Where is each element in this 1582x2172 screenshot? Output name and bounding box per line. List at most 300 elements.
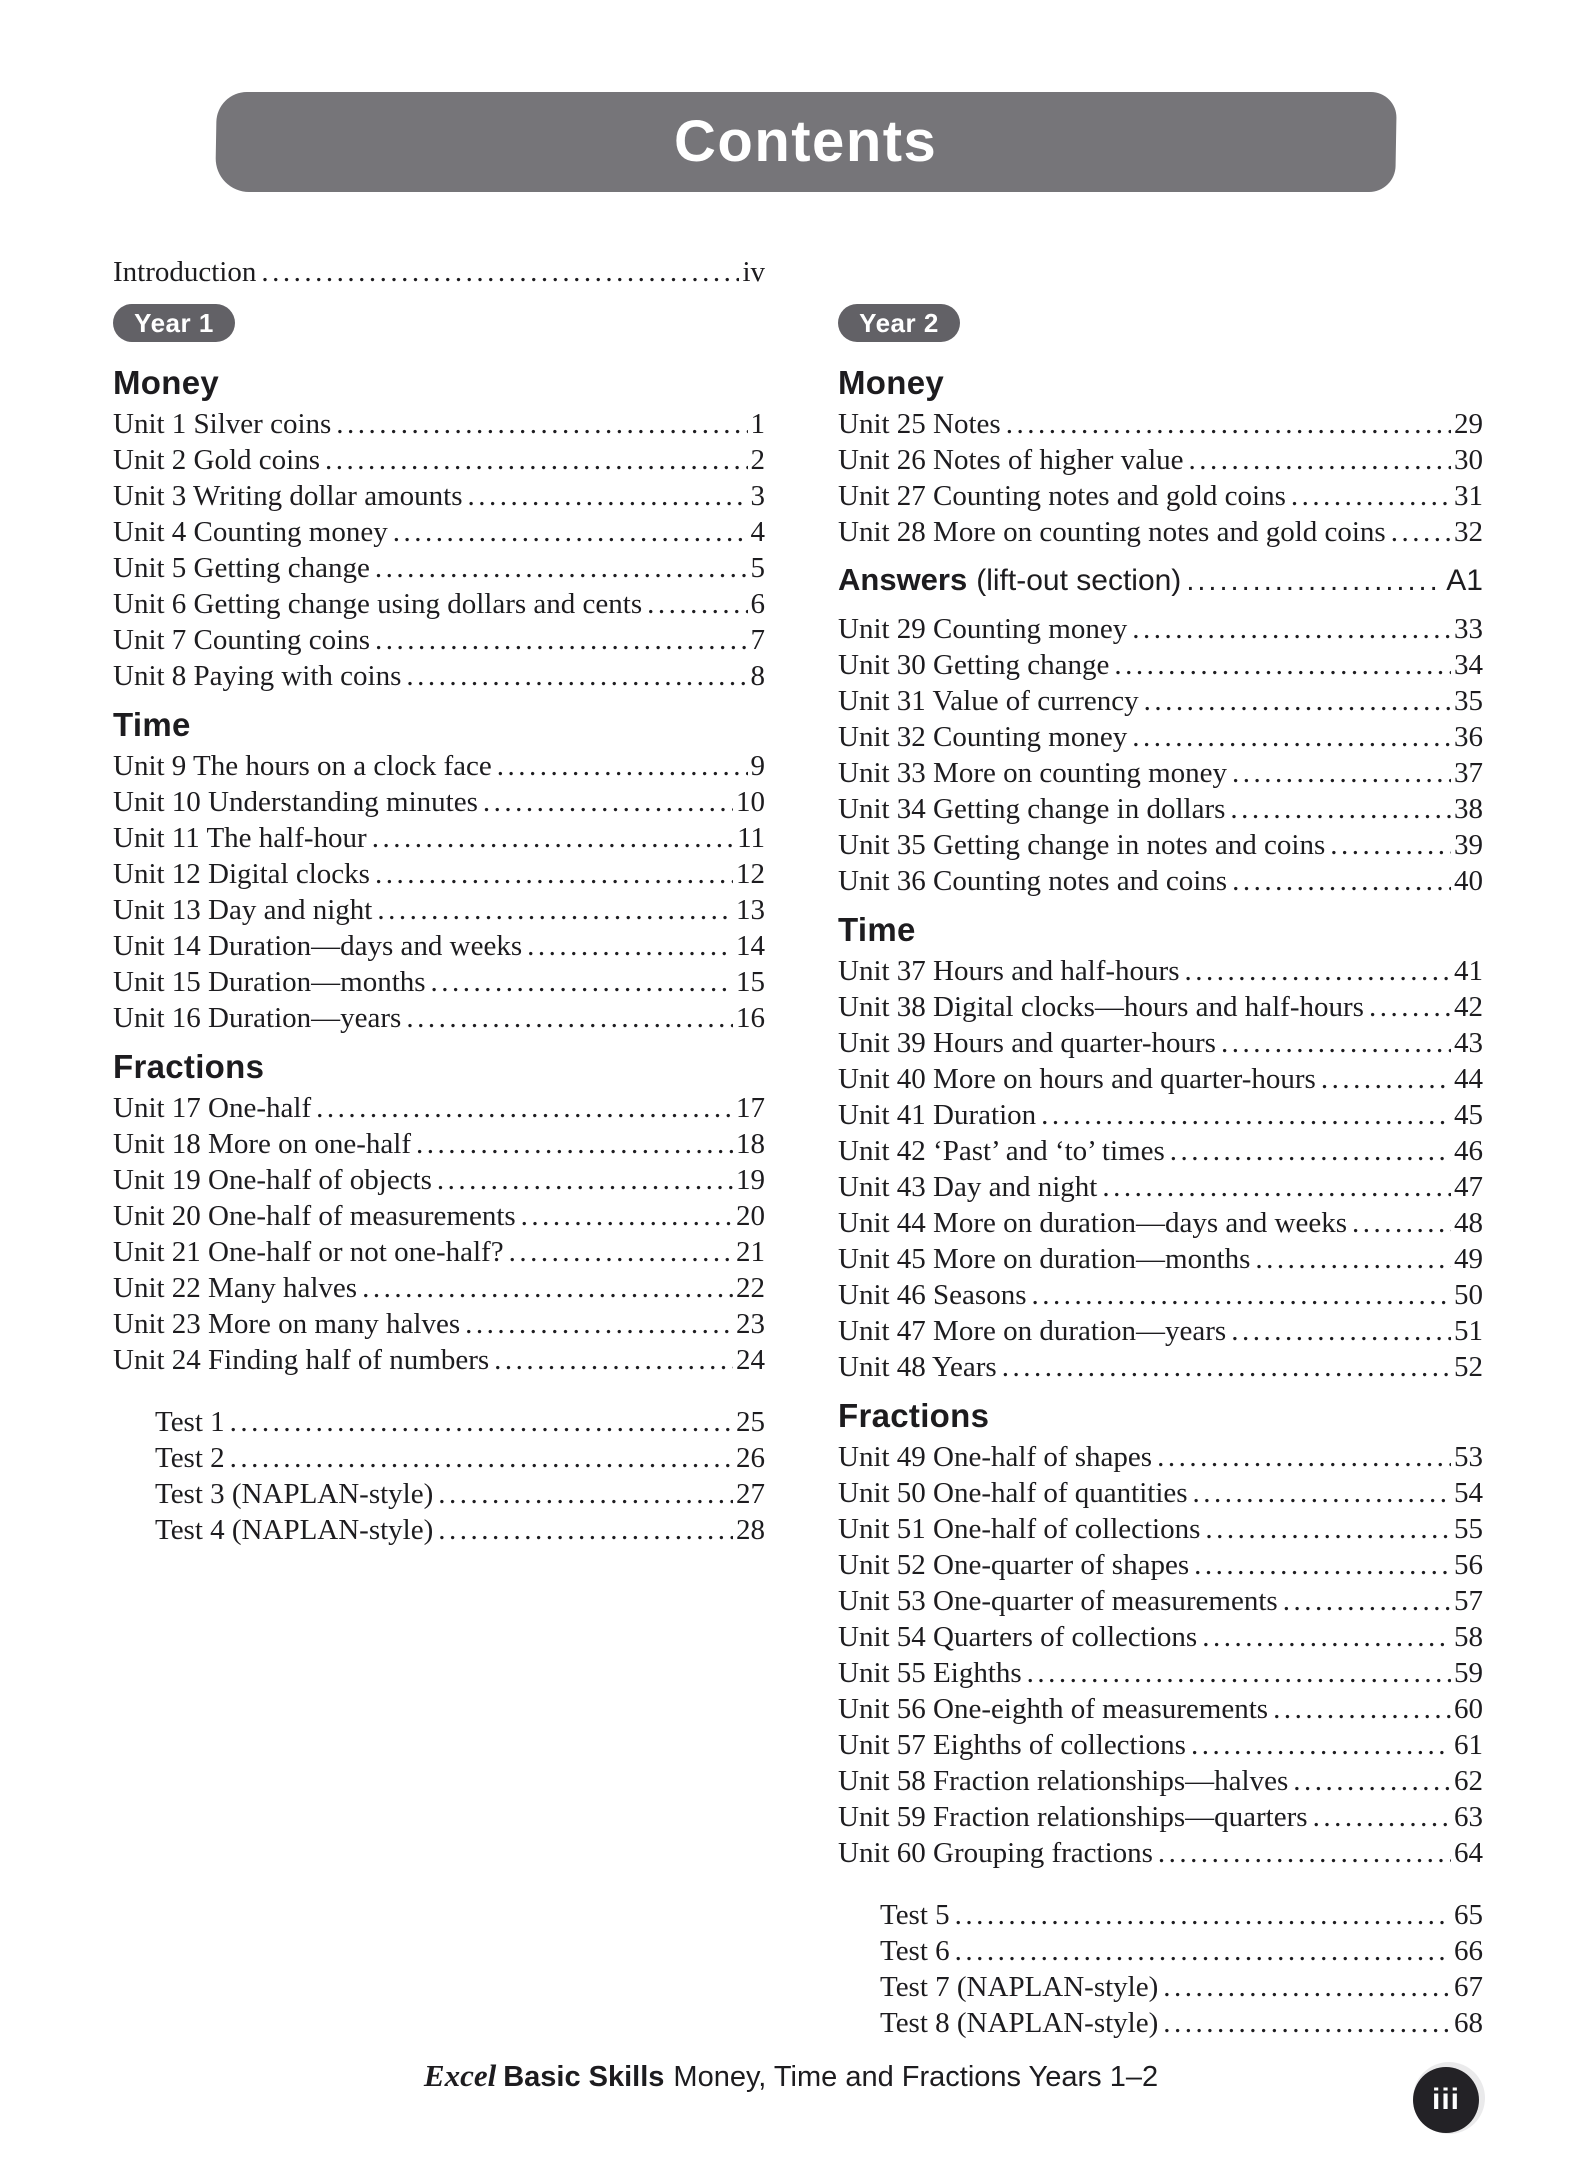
toc-entry-label: Unit 15 Duration—months bbox=[113, 966, 426, 998]
footer-brand-basic-skills: Basic Skills bbox=[503, 2061, 665, 2093]
toc-unit-entry bbox=[113, 622, 765, 658]
toc-entry-page: 55 bbox=[1454, 1513, 1483, 1545]
dot-leader bbox=[1144, 683, 1451, 719]
dot-leader bbox=[1102, 1169, 1451, 1205]
toc-entry-page: 24 bbox=[736, 1344, 765, 1376]
toc-entry-label: Unit 22 Many halves bbox=[113, 1272, 358, 1304]
toc-unit-entry bbox=[838, 1727, 1483, 1763]
toc-unit-entry bbox=[838, 1799, 1483, 1835]
toc-entry-page: 50 bbox=[1454, 1279, 1483, 1311]
footer-title bbox=[0, 2058, 1582, 2095]
toc-unit-entry bbox=[838, 1547, 1483, 1583]
toc-unit-entry bbox=[113, 1162, 765, 1198]
toc-test-entry bbox=[838, 1897, 1483, 1933]
toc-unit-entry bbox=[838, 514, 1483, 550]
toc-entry-label: Unit 35 Getting change in notes and coins bbox=[838, 829, 1326, 861]
dot-leader bbox=[1330, 827, 1451, 863]
answers-title: Answers bbox=[838, 562, 968, 597]
dot-leader bbox=[465, 1306, 733, 1342]
dot-leader bbox=[406, 658, 747, 694]
toc-entry-label: Unit 41 Duration bbox=[838, 1099, 1037, 1131]
dot-leader bbox=[1221, 1025, 1451, 1061]
toc-entry-page: 35 bbox=[1454, 685, 1483, 717]
toc-unit-entry bbox=[838, 953, 1483, 989]
toc-unit-entry bbox=[838, 1205, 1483, 1241]
dot-leader bbox=[1321, 1061, 1451, 1097]
dot-leader bbox=[1163, 1969, 1451, 2005]
toc-entry-label: Unit 2 Gold coins bbox=[113, 444, 321, 476]
dot-leader bbox=[1255, 1241, 1451, 1277]
toc-entry-label: Unit 24 Finding half of numbers bbox=[113, 1344, 490, 1376]
toc-unit-entry bbox=[838, 1349, 1483, 1385]
toc-entry-label: Unit 60 Grouping fractions bbox=[838, 1837, 1153, 1869]
toc-entry-label: Unit 59 Fraction relationships—quarters bbox=[838, 1801, 1308, 1833]
dot-leader bbox=[1273, 1691, 1451, 1727]
toc-unit-entry bbox=[838, 478, 1483, 514]
toc-unit-entry bbox=[838, 1025, 1483, 1061]
toc-entry-label: Unit 48 Years bbox=[838, 1351, 997, 1383]
dot-leader bbox=[955, 1897, 1451, 1933]
dot-leader bbox=[1232, 755, 1451, 791]
toc-entry-page: 56 bbox=[1454, 1549, 1483, 1581]
toc-entry-label: Unit 38 Digital clocks—hours and half-hours bbox=[838, 991, 1364, 1023]
dot-leader bbox=[1027, 1655, 1451, 1691]
dot-leader bbox=[1041, 1097, 1451, 1133]
toc-unit-entry bbox=[113, 1234, 765, 1270]
toc-unit-entry bbox=[838, 442, 1483, 478]
toc-entry-label: Test 6 bbox=[880, 1935, 950, 1967]
toc-entry-page: 15 bbox=[736, 966, 765, 998]
footer-brand-excel: Excel bbox=[423, 2058, 497, 2093]
dot-leader bbox=[336, 406, 747, 442]
dot-leader bbox=[416, 1126, 733, 1162]
toc-test-entry bbox=[113, 1476, 765, 1512]
toc-unit-entry bbox=[838, 1835, 1483, 1871]
toc-entry-label: Unit 43 Day and night bbox=[838, 1171, 1098, 1203]
dot-leader bbox=[1114, 647, 1451, 683]
toc-unit-entry bbox=[838, 1619, 1483, 1655]
contents-banner bbox=[215, 92, 1397, 192]
toc-unit-entry bbox=[113, 856, 765, 892]
toc-entry-page: 2 bbox=[750, 444, 765, 476]
toc-entry-page: 7 bbox=[750, 624, 765, 656]
section-heading: Time bbox=[838, 911, 916, 948]
dot-leader bbox=[1194, 1547, 1451, 1583]
dot-leader bbox=[1291, 478, 1451, 514]
toc-entry-label: Unit 33 More on counting money bbox=[838, 757, 1228, 789]
toc-entry-page: 64 bbox=[1454, 1837, 1483, 1869]
toc-entry-label: Unit 55 Eighths bbox=[838, 1657, 1022, 1689]
toc-unit-entry bbox=[113, 442, 765, 478]
dot-leader bbox=[1231, 1313, 1451, 1349]
answers-label bbox=[838, 562, 1181, 599]
toc-entry-page: 66 bbox=[1454, 1935, 1483, 1967]
toc-unit-entry bbox=[113, 1126, 765, 1162]
dot-leader bbox=[1006, 406, 1451, 442]
toc-entry-page: 3 bbox=[750, 480, 765, 512]
toc-entry-label: Test 1 bbox=[155, 1406, 225, 1438]
toc-entry-page: 30 bbox=[1454, 444, 1483, 476]
dot-leader bbox=[406, 1000, 733, 1036]
toc-entry-label: Unit 17 One-half bbox=[113, 1092, 312, 1124]
toc-entry-page: 26 bbox=[736, 1442, 765, 1474]
toc-entry-label: Unit 45 More on duration—months bbox=[838, 1243, 1251, 1275]
toc-entry-page: 18 bbox=[736, 1128, 765, 1160]
toc-unit-entry bbox=[838, 1061, 1483, 1097]
dot-leader bbox=[316, 1090, 733, 1126]
toc-entry-page: 44 bbox=[1454, 1063, 1483, 1095]
toc-columns bbox=[113, 304, 1582, 2041]
toc-entry-page: 43 bbox=[1454, 1027, 1483, 1059]
toc-unit-entry bbox=[838, 683, 1483, 719]
dot-leader bbox=[521, 1198, 733, 1234]
toc-entry-label: Unit 23 More on many halves bbox=[113, 1308, 461, 1340]
toc-entry-page: 36 bbox=[1454, 721, 1483, 753]
dot-leader bbox=[1132, 719, 1451, 755]
toc-unit-entry bbox=[838, 1241, 1483, 1277]
introduction-entry bbox=[113, 254, 765, 290]
toc-unit-entry bbox=[113, 1198, 765, 1234]
toc-entry-label: Unit 58 Fraction relationships—halves bbox=[838, 1765, 1289, 1797]
toc-entry-page: 60 bbox=[1454, 1693, 1483, 1725]
toc-entry-label: Unit 5 Getting change bbox=[113, 552, 370, 584]
toc-unit-entry bbox=[838, 791, 1483, 827]
toc-unit-entry bbox=[838, 719, 1483, 755]
dot-leader bbox=[1191, 1727, 1451, 1763]
toc-unit-entry bbox=[838, 1763, 1483, 1799]
dot-leader bbox=[1186, 563, 1443, 599]
toc-unit-entry bbox=[113, 586, 765, 622]
dot-leader bbox=[438, 1476, 733, 1512]
toc-entry-label: Unit 4 Counting money bbox=[113, 516, 388, 548]
toc-entry-page: 57 bbox=[1454, 1585, 1483, 1617]
toc-entry-page: 48 bbox=[1454, 1207, 1483, 1239]
dot-leader bbox=[1391, 514, 1451, 550]
section-heading: Time bbox=[113, 706, 191, 743]
dot-leader bbox=[1185, 953, 1451, 989]
toc-entry-page: 49 bbox=[1454, 1243, 1483, 1275]
toc-unit-entry bbox=[838, 989, 1483, 1025]
toc-unit-entry bbox=[113, 1090, 765, 1126]
toc-entry-label: Unit 30 Getting change bbox=[838, 649, 1110, 681]
toc-unit-entry bbox=[113, 478, 765, 514]
toc-unit-entry bbox=[113, 928, 765, 964]
dot-leader bbox=[1002, 1349, 1451, 1385]
dot-leader bbox=[372, 820, 734, 856]
toc-entry-page: 51 bbox=[1454, 1315, 1483, 1347]
page-number: iii bbox=[1431, 2083, 1460, 2116]
toc-entry-page: 12 bbox=[736, 858, 765, 890]
year-badge-label: Year 1 bbox=[134, 308, 214, 338]
toc-entry-page: A1 bbox=[1446, 564, 1483, 597]
dot-leader bbox=[1193, 1475, 1451, 1511]
dot-leader bbox=[375, 550, 748, 586]
dot-leader bbox=[1132, 611, 1451, 647]
toc-entry-page: 47 bbox=[1454, 1171, 1483, 1203]
toc-unit-entry bbox=[113, 1270, 765, 1306]
block-gap bbox=[113, 1378, 765, 1404]
dot-leader bbox=[1369, 989, 1451, 1025]
toc-unit-entry bbox=[113, 1342, 765, 1378]
introduction-label: Introduction bbox=[113, 256, 257, 288]
toc-entry-page: 40 bbox=[1454, 865, 1483, 897]
toc-unit-entry bbox=[838, 1655, 1483, 1691]
toc-entry-label: Unit 47 More on duration—years bbox=[838, 1315, 1227, 1347]
dot-leader bbox=[362, 1270, 733, 1306]
toc-unit-entry bbox=[838, 827, 1483, 863]
toc-entry-page: 67 bbox=[1454, 1971, 1483, 2003]
toc-entry-label: Unit 8 Paying with coins bbox=[113, 660, 402, 692]
toc-entry-label: Unit 42 ‘Past’ and ‘to’ times bbox=[838, 1135, 1165, 1167]
toc-entry-page: 38 bbox=[1454, 793, 1483, 825]
toc-unit-entry bbox=[113, 1306, 765, 1342]
toc-unit-entry bbox=[838, 611, 1483, 647]
toc-entry-label: Unit 46 Seasons bbox=[838, 1279, 1027, 1311]
toc-entry-page: 28 bbox=[736, 1514, 765, 1546]
toc-unit-entry bbox=[838, 1475, 1483, 1511]
dot-leader bbox=[483, 784, 733, 820]
toc-entry-label: Unit 53 One-quarter of measurements bbox=[838, 1585, 1278, 1617]
toc-entry-page: 13 bbox=[736, 894, 765, 926]
dot-leader bbox=[1293, 1763, 1451, 1799]
dot-leader bbox=[1158, 1835, 1451, 1871]
toc-entry-label: Unit 14 Duration—days and weeks bbox=[113, 930, 523, 962]
toc-entry-page: 21 bbox=[736, 1236, 765, 1268]
toc-entry-page: 22 bbox=[736, 1272, 765, 1304]
introduction-page: iv bbox=[742, 256, 765, 288]
toc-unit-entry bbox=[113, 658, 765, 694]
toc-entry-label: Unit 20 One-half of measurements bbox=[113, 1200, 516, 1232]
dot-leader bbox=[1189, 442, 1451, 478]
page-number-badge bbox=[1413, 2067, 1479, 2133]
toc-entry-page: 14 bbox=[736, 930, 765, 962]
toc-entry-label: Unit 57 Eighths of collections bbox=[838, 1729, 1186, 1761]
toc-entry-label: Unit 25 Notes bbox=[838, 408, 1001, 440]
dot-leader bbox=[431, 964, 733, 1000]
toc-unit-entry bbox=[838, 1169, 1483, 1205]
dot-leader bbox=[1313, 1799, 1451, 1835]
toc-entry-label: Unit 9 The hours on a clock face bbox=[113, 750, 492, 782]
toc-entry-label: Unit 6 Getting change using dollars and cents bbox=[113, 588, 643, 620]
answers-note: (lift-out section) bbox=[976, 564, 1182, 597]
toc-entry-page: 31 bbox=[1454, 480, 1483, 512]
block-gap bbox=[838, 1871, 1483, 1897]
toc-entry-page: 41 bbox=[1454, 955, 1483, 987]
toc-unit-entry bbox=[838, 755, 1483, 791]
toc-entry-label: Unit 12 Digital clocks bbox=[113, 858, 370, 890]
toc-test-entry bbox=[838, 2005, 1483, 2041]
page-title: Contents bbox=[674, 109, 938, 174]
toc-entry-label: Unit 50 One-half of quantities bbox=[838, 1477, 1188, 1509]
toc-entry-label: Unit 32 Counting money bbox=[838, 721, 1128, 753]
toc-entry-label: Unit 19 One-half of objects bbox=[113, 1164, 432, 1196]
toc-entry-page: 34 bbox=[1454, 649, 1483, 681]
toc-unit-entry bbox=[838, 1439, 1483, 1475]
dot-leader bbox=[1283, 1583, 1451, 1619]
toc-entry-page: 29 bbox=[1454, 408, 1483, 440]
toc-unit-entry bbox=[113, 1000, 765, 1036]
toc-unit-entry bbox=[113, 784, 765, 820]
toc-entry-page: 4 bbox=[750, 516, 765, 548]
toc-entry-page: 9 bbox=[750, 750, 765, 782]
toc-entry-label: Unit 51 One-half of collections bbox=[838, 1513, 1201, 1545]
toc-entry-label: Unit 34 Getting change in dollars bbox=[838, 793, 1226, 825]
toc-entry-label: Test 3 (NAPLAN-style) bbox=[155, 1478, 434, 1510]
toc-unit-entry bbox=[113, 820, 765, 856]
dot-leader bbox=[494, 1342, 733, 1378]
toc-unit-entry bbox=[838, 406, 1483, 442]
dot-leader bbox=[1230, 791, 1451, 827]
toc-unit-entry bbox=[838, 1277, 1483, 1313]
toc-entry-label: Test 7 (NAPLAN-style) bbox=[880, 1971, 1159, 2003]
toc-entry-label: Unit 21 One-half or not one-half? bbox=[113, 1236, 504, 1268]
toc-test-entry bbox=[838, 1969, 1483, 2005]
toc-entry-page: 5 bbox=[750, 552, 765, 584]
toc-entry-page: 52 bbox=[1454, 1351, 1483, 1383]
toc-unit-entry bbox=[113, 406, 765, 442]
dot-leader bbox=[438, 1512, 733, 1548]
toc-unit-entry bbox=[838, 1097, 1483, 1133]
dot-leader bbox=[955, 1933, 1451, 1969]
toc-entry-page: 54 bbox=[1454, 1477, 1483, 1509]
toc-entry-page: 23 bbox=[736, 1308, 765, 1340]
toc-entry-label: Unit 27 Counting notes and gold coins bbox=[838, 480, 1286, 512]
toc-entry-label: Unit 40 More on hours and quarter-hours bbox=[838, 1063, 1316, 1095]
toc-entry-page: 1 bbox=[750, 408, 765, 440]
toc-entry-label: Test 2 bbox=[155, 1442, 225, 1474]
toc-entry-label: Unit 13 Day and night bbox=[113, 894, 373, 926]
toc-entry-label: Test 4 (NAPLAN-style) bbox=[155, 1514, 434, 1546]
dot-leader bbox=[527, 928, 733, 964]
toc-entry-label: Unit 36 Counting notes and coins bbox=[838, 865, 1228, 897]
footer-book-title: Money, Time and Fractions Years 1–2 bbox=[673, 2061, 1159, 2093]
toc-entry-label: Unit 18 More on one-half bbox=[113, 1128, 411, 1160]
toc-unit-entry bbox=[113, 892, 765, 928]
dot-leader bbox=[377, 892, 733, 928]
toc-entry-page: 27 bbox=[736, 1478, 765, 1510]
dot-leader bbox=[468, 478, 748, 514]
toc-entry-label: Unit 11 The half-hour bbox=[113, 822, 367, 854]
dot-leader bbox=[1163, 2005, 1451, 2041]
toc-unit-entry bbox=[838, 863, 1483, 899]
toc-test-entry bbox=[113, 1404, 765, 1440]
toc-unit-entry bbox=[838, 1583, 1483, 1619]
dot-leader bbox=[497, 748, 748, 784]
toc-unit-entry bbox=[838, 1133, 1483, 1169]
dot-leader bbox=[375, 622, 748, 658]
toc-entry-page: 11 bbox=[737, 822, 765, 854]
toc-entry-page: 37 bbox=[1454, 757, 1483, 789]
year-badge-year-1 bbox=[113, 304, 235, 342]
dot-leader bbox=[647, 586, 747, 622]
toc-entry-page: 33 bbox=[1454, 613, 1483, 645]
toc-entry-label: Unit 37 Hours and half-hours bbox=[838, 955, 1180, 987]
toc-entry-page: 17 bbox=[736, 1092, 765, 1124]
toc-entry-label: Unit 52 One-quarter of shapes bbox=[838, 1549, 1190, 1581]
toc-column-year-2 bbox=[838, 304, 1483, 2041]
toc-entry-page: 68 bbox=[1454, 2007, 1483, 2039]
toc-entry-label: Unit 44 More on duration—days and weeks bbox=[838, 1207, 1348, 1239]
toc-entry-label: Unit 28 More on counting notes and gold coins bbox=[838, 516, 1386, 548]
year-badge-year-2 bbox=[838, 304, 960, 342]
dot-leader bbox=[1202, 1619, 1451, 1655]
toc-entry-page: 8 bbox=[750, 660, 765, 692]
toc-entry-page: 39 bbox=[1454, 829, 1483, 861]
toc-entry-label: Unit 39 Hours and quarter-hours bbox=[838, 1027, 1216, 1059]
toc-entry-label: Unit 26 Notes of higher value bbox=[838, 444, 1184, 476]
toc-entry-page: 45 bbox=[1454, 1099, 1483, 1131]
toc-test-entry bbox=[838, 1933, 1483, 1969]
toc-entry-label: Unit 3 Writing dollar amounts bbox=[113, 480, 463, 512]
year-badge-label: Year 2 bbox=[859, 308, 939, 338]
toc-entry-page: 63 bbox=[1454, 1801, 1483, 1833]
toc-entry-page: 42 bbox=[1454, 991, 1483, 1023]
toc-unit-entry bbox=[838, 1313, 1483, 1349]
dot-leader bbox=[1232, 863, 1451, 899]
toc-entry-label: Unit 49 One-half of shapes bbox=[838, 1441, 1153, 1473]
toc-entry-page: 46 bbox=[1454, 1135, 1483, 1167]
section-heading: Fractions bbox=[838, 1397, 990, 1434]
toc-entry-page: 25 bbox=[736, 1406, 765, 1438]
toc-entry-label: Unit 1 Silver coins bbox=[113, 408, 332, 440]
toc-entry-page: 58 bbox=[1454, 1621, 1483, 1653]
toc-entry-label: Unit 29 Counting money bbox=[838, 613, 1128, 645]
toc-entry-page: 20 bbox=[736, 1200, 765, 1232]
toc-entry-label: Unit 16 Duration—years bbox=[113, 1002, 402, 1034]
toc-entry-answers bbox=[838, 562, 1483, 599]
dot-leader bbox=[230, 1404, 733, 1440]
toc-entry-page: 19 bbox=[736, 1164, 765, 1196]
toc-test-entry bbox=[113, 1512, 765, 1548]
toc-test-entry bbox=[113, 1440, 765, 1476]
toc-entry-page: 16 bbox=[736, 1002, 765, 1034]
section-heading: Money bbox=[113, 364, 220, 401]
dot-leader bbox=[437, 1162, 733, 1198]
toc-unit-entry bbox=[838, 647, 1483, 683]
toc-entry-page: 53 bbox=[1454, 1441, 1483, 1473]
dot-leader bbox=[1352, 1205, 1451, 1241]
toc-unit-entry bbox=[113, 550, 765, 586]
dot-leader bbox=[1032, 1277, 1452, 1313]
toc-unit-entry bbox=[113, 514, 765, 550]
toc-entry-page: 6 bbox=[750, 588, 765, 620]
dot-leader bbox=[1170, 1133, 1451, 1169]
dot-leader bbox=[375, 856, 733, 892]
dot-leader bbox=[261, 254, 739, 290]
dot-leader bbox=[393, 514, 748, 550]
toc-entry-page: 32 bbox=[1454, 516, 1483, 548]
dot-leader bbox=[1205, 1511, 1451, 1547]
toc-entry-page: 61 bbox=[1454, 1729, 1483, 1761]
section-heading: Fractions bbox=[113, 1048, 265, 1085]
toc-unit-entry bbox=[838, 1691, 1483, 1727]
toc-column-year-1 bbox=[113, 304, 765, 2041]
toc-unit-entry bbox=[113, 748, 765, 784]
toc-entry-label: Test 8 (NAPLAN-style) bbox=[880, 2007, 1159, 2039]
toc-entry-label: Unit 54 Quarters of collections bbox=[838, 1621, 1198, 1653]
toc-entry-page: 10 bbox=[736, 786, 765, 818]
dot-leader bbox=[1157, 1439, 1451, 1475]
toc-entry-page: 59 bbox=[1454, 1657, 1483, 1689]
toc-entry-page: 65 bbox=[1454, 1899, 1483, 1931]
dot-leader bbox=[230, 1440, 733, 1476]
section-heading: Money bbox=[838, 364, 945, 401]
dot-leader bbox=[325, 442, 747, 478]
toc-entry-label: Unit 31 Value of currency bbox=[838, 685, 1139, 717]
toc-unit-entry bbox=[838, 1511, 1483, 1547]
toc-unit-entry bbox=[113, 964, 765, 1000]
toc-entry-label: Test 5 bbox=[880, 1899, 950, 1931]
